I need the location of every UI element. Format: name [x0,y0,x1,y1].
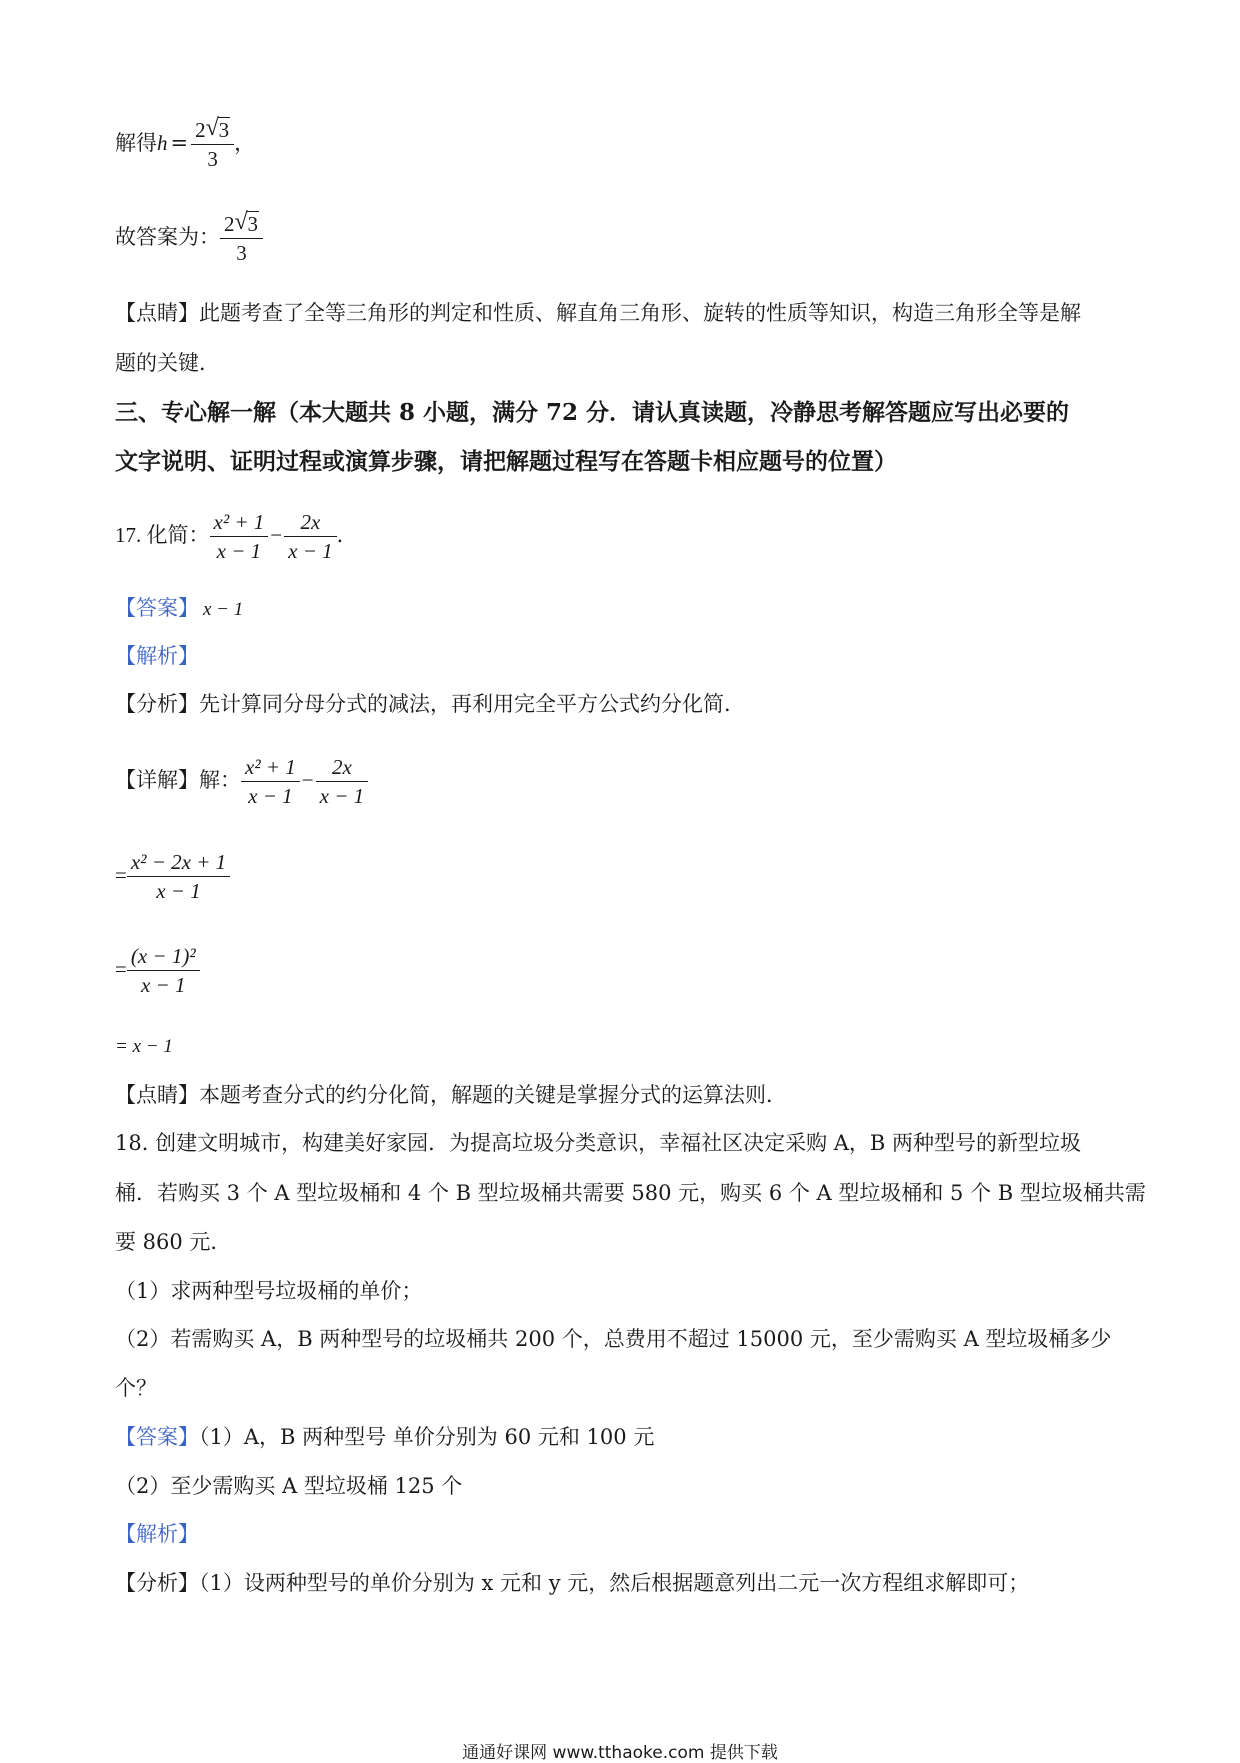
q17-step-1 [115,850,230,903]
q18-fenxi-text: （1）设两种型号的单价分别为 x 元和 y 元，然后根据题意列出二元一次方程组求解即可； [199,1571,1030,1595]
q18-answer-2: （2）至少需购买 A 型垃圾桶 125 个 [115,1474,463,1498]
solve-h-fraction [191,118,234,171]
answer-prefix: 故答案为： [115,225,220,250]
q17-step-2-eq: = [115,957,127,982]
solve-h-rad: 3 [218,118,230,142]
solve-h-suffix: ， [234,131,256,156]
dianjing-1-line-2: 题的关键． [115,351,220,375]
dianjing-1-line-1: 【点睛】此题考查了全等三角形的判定和性质、解直角三角形、旋转的性质等知识，构造三角形全等是解 [115,301,1081,325]
q17-xiangjie [115,755,368,808]
q18-answer-text: （1）A，B 两种型号 单价分别为 60 元和 100 元 [199,1425,655,1449]
q17-answer-value: x − 1 [203,599,244,620]
q17-xiangjie-minus: − [301,768,314,793]
q17-end: ． [336,523,358,548]
q17-step-2-fraction: $\frac{\text{(x − 1)²}}{x - 1}$ [127,944,200,997]
q18-jiexi-tag: 【解析】 [115,1522,199,1546]
q17-xiangjie-fraction-2: $\frac{2x}{x - 1}$ [316,755,369,808]
q17-step-2 [115,944,200,997]
q17-xiangjie-tag: 【详解】 [115,768,199,793]
q17-fraction-2: $\frac{2x}{x - 1}$ [284,510,337,563]
q18-part-1: （1）求两种型号垃圾桶的单价； [115,1279,423,1303]
answer-den: 3 [236,241,247,266]
q18-line-3: 要 860 元． [115,1230,232,1254]
q18-part-2-line-2: 个？ [115,1376,157,1400]
q18-fenxi [115,1573,1029,1594]
q17-fenxi-text: 先计算同分母分式的减法，再利用完全平方公式约分化简． [199,692,745,716]
solve-h-eq: = [170,131,189,156]
q17-dianjing: 【点睛】本题考查分式的约分化简，解题的关键是掌握分式的运算法则． [115,1083,787,1107]
q17-label: 17. 化简： [115,523,210,548]
q18-line-1: 18. 创建文明城市，构建美好家园．为提高垃圾分类意识，幸福社区决定采购 A，B 两种型号的新型垃圾 [115,1131,1082,1155]
solve-h-den: 3 [207,147,218,172]
q17-answer [115,598,243,619]
q17-minus: − [270,523,283,548]
q17-step-1-eq: = [115,863,127,888]
section-3-heading-line-2: 文字说明、证明过程或演算步骤，请把解题过程写在答题卡相应题号的位置） [115,448,897,475]
q17-jiexi-tag: 【解析】 [115,644,199,668]
solve-h-var: h [157,131,168,156]
section-3-heading-line-1: 三、专心解一解（本大题共 8 小题，满分 72 分．请认真读题，冷静思考解答题应写出必要的 [115,399,1070,426]
solve-h-coef: 2 [195,118,206,142]
q17-fenxi [115,694,745,715]
q17-xiangjie-fraction-1: $\frac{\text{x² + 1}}{x - 1}$ [241,755,300,808]
solve-h-line [115,118,255,171]
q18-part-2-line-1: （2）若需购买 A，B 两种型号的垃圾桶共 200 个，总费用不超过 15000 元，至少需购买 A 型垃圾桶多少 [115,1327,1112,1351]
q18-fenxi-tag: 【分析】 [115,1571,199,1595]
answer-rad: 3 [247,212,258,236]
q17-fraction-1: $\frac{\text{x² + 1}}{x - 1}$ [210,510,269,563]
solve-h-prefix: 解得 [115,131,157,156]
answer-fraction [220,212,263,265]
answer-fraction-line [115,212,263,265]
q17-step-1-fraction: $\frac{\text{x² − 2x + 1}}{x - 1}$ [127,850,230,903]
q17-step-3: = x − 1 [115,1036,173,1057]
page-footer: 通通好课网 www.tthaoke.com 提供下载 [462,1743,778,1763]
q17-question [115,510,358,563]
q17-fenxi-tag: 【分析】 [115,692,199,716]
q17-answer-tag: 【答案】 [115,596,199,620]
answer-coef: 2 [224,212,235,236]
q18-answer [115,1427,654,1448]
q18-answer-tag: 【答案】 [115,1425,199,1449]
q17-xiangjie-text: 解： [199,768,241,793]
q18-line-2: 桶．若购买 3 个 A 型垃圾桶和 4 个 B 型垃圾桶共需要 580 元，购买 6 个 A 型垃圾桶和 5 个 B 型垃圾桶共需 [115,1181,1146,1205]
